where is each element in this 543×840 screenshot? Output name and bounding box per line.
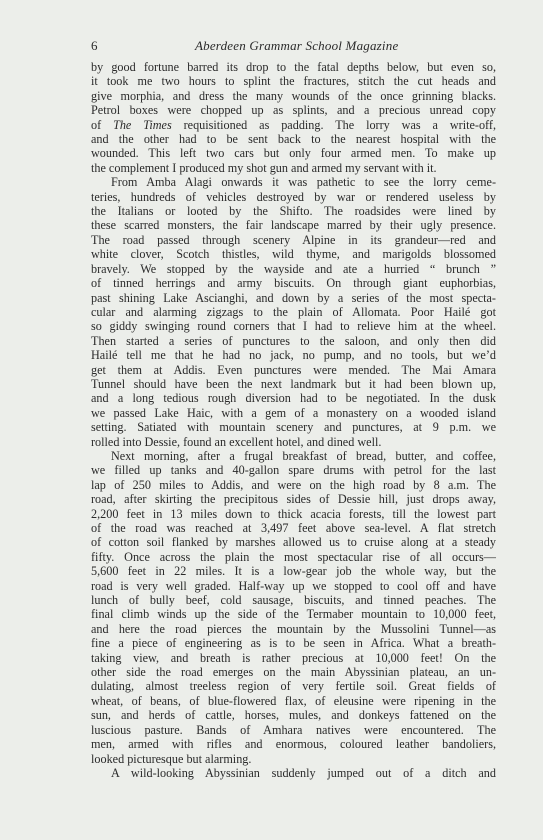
newspaper-title: The Times <box>113 117 172 132</box>
text-line: fine a piece of engineering as is to be seen in Africa. What a breath- <box>91 636 496 651</box>
text-line: lap of 250 miles to Addis, and were on the high road by 8 a.m. The <box>91 477 496 492</box>
text-line: wheat, of beans, of blue-flowered flax, of eleusine were ripening in the <box>91 693 496 708</box>
text-line: bravely. We stopped by the wayside and ate a hurried “ brunch ” <box>91 261 496 276</box>
text-line: teries, hundreds of vehicles destroyed by war or rendered useless by <box>91 189 496 204</box>
paragraph <box>91 766 496 780</box>
text-line: 2,200 feet in 13 miles down to thick acacia forests, till the lowest part <box>91 506 496 521</box>
page-number: 6 <box>91 38 98 53</box>
text-line: Next morning, after a frugal breakfast of bread, butter, and coffee, <box>111 448 496 463</box>
text-line: rolled into Dessie, found an excellent hotel, and dined well. <box>91 434 382 449</box>
text-line: the Italians or looted by the Shifto. The roadsides were lined by <box>91 204 496 219</box>
text-line: cular and alarming zigzags to the plain of Allomata. Poor Hailé got <box>91 304 496 319</box>
text-line: sun, and herds of cattle, horses, mules, and donkeys fattened on the <box>91 708 496 723</box>
article-body <box>91 60 496 780</box>
text-line: past shining Lake Ascianghi, and down by a series of the most specta- <box>91 290 496 305</box>
text-line: white clover, Scotch thistles, wild thyme, and marigolds blossomed <box>91 247 496 262</box>
text-line: other side the road emerges on the main Abyssinian plateau, an un- <box>91 665 496 680</box>
text-line: Then started a series of punctures to the saloon, and only then did <box>91 333 496 348</box>
text-line: fifty. Once across the plain the most spectacular rise of all occurs— <box>91 549 496 564</box>
text-line: luscious pasture. Bands of Amhara natives were encountered. The <box>91 722 496 737</box>
text-line: final climb winds up the side of the Termaber mountain to 10,000 feet, <box>91 607 496 622</box>
paragraph <box>91 449 496 766</box>
text-line: looked picturesque but alarming. <box>91 751 252 766</box>
page-header <box>91 38 496 56</box>
text-line: we filled up tanks and 40-gallon spare drums with petrol for the last <box>91 463 496 478</box>
text-line: it took me two hours to splint the fractures, stitch the cut heads and <box>91 74 496 89</box>
text-line: Tunnel should have been the next landmark but it had been blown up, <box>91 376 496 391</box>
text-line: these scarred monsters, the fair landscape marred by their ugly presence. <box>91 218 496 233</box>
text-line: so giddy swinging round corners that I had to relieve him at the wheel. <box>91 319 496 334</box>
text-line: A wild-looking Abyssinian suddenly jumped out of a ditch and <box>111 765 496 780</box>
text-line: road, after skirting the precipitous sides of Dessie hill, just drops away, <box>91 492 496 507</box>
text-line: and the other had to be sent back to the nearest hospital with the <box>91 132 496 147</box>
text-line: of The Times requisitioned as padding. The lorry was a write-off, <box>91 117 496 132</box>
text-line: get them at Addis. Even punctures were mended. The Mai Amara <box>91 362 496 377</box>
text-line: Hailé tell me that he had no jack, no pump, and no tools, but we’d <box>91 348 496 363</box>
text-line: dulating, almost treeless region of very fertile soil. Great fields of <box>91 679 496 694</box>
text-line: setting. Satiated with mountain scenery and punctures, at 9 p.m. we <box>91 420 496 435</box>
text-line: and a long tedious rough diversion had to be negotiated. In the dusk <box>91 391 496 406</box>
text-line: the complement I produced my shot gun and armed my servant with it. <box>91 160 437 175</box>
running-title: Aberdeen Grammar School Magazine <box>195 38 399 53</box>
text-line: of the road was reached at 3,497 feet above sea-level. A flat stretch <box>91 521 496 535</box>
paragraph <box>91 60 496 175</box>
text-line: road is very well graded. Half-way up we stopped to cool off and have <box>91 578 496 593</box>
text-line: 5,600 feet in 22 miles. It is a low-gear job the whole way, but the <box>91 564 496 579</box>
text-line: of tinned herrings and army biscuits. On through giant euphorbias, <box>91 276 496 291</box>
text-line: wounded. This left two cars but only four armed men. To make up <box>91 146 496 161</box>
paragraph <box>91 175 496 449</box>
text-line: lunch of bully beef, cold sausage, biscuits, and tinned peaches. The <box>91 593 496 608</box>
text-line: we passed Lake Haic, with a gem of a monastery on a wooded island <box>91 405 496 420</box>
text-line: taking view, and breath is rather precious at 10,000 feet! On the <box>91 650 496 665</box>
text-line: The road passed through scenery Alpine in its grandeur—red and <box>91 232 496 247</box>
text-line: give morphia, and dress the many wounds of the once grinning blacks. <box>91 88 496 103</box>
text-line: by good fortune barred its drop to the fatal depths below, but even so, <box>91 60 496 74</box>
text-line: From Amba Alagi onwards it was pathetic to see the lorry ceme- <box>111 175 496 190</box>
text-line: of cotton soil flanked by marshes allowed us to cruise along at a steady <box>91 535 496 550</box>
text-line: Petrol boxes were chopped up as splints, and a precious unread copy <box>91 103 496 118</box>
text-line: and here the road pierces the mountain by the Mussolini Tunnel—as <box>91 621 496 636</box>
text-line: men, armed with rifles and enormous, coloured leather bandoliers, <box>91 737 496 752</box>
